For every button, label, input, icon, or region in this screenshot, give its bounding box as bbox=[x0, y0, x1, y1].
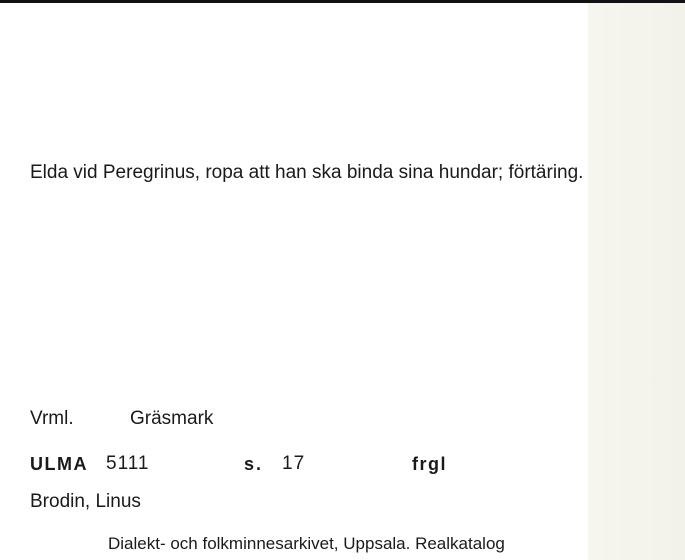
page-number: 17 bbox=[282, 453, 306, 474]
scan-margin-strip bbox=[588, 0, 685, 560]
record-number: 5111 bbox=[106, 453, 150, 474]
region-label: Vrml. bbox=[30, 408, 74, 429]
page-label: s. bbox=[244, 454, 264, 474]
place-name: Gräsmark bbox=[130, 408, 214, 429]
archive-code: ULMA bbox=[30, 454, 88, 474]
archive-footer: Dialekt- och folkminnesarkivet, Uppsala. Realkatalog bbox=[108, 534, 505, 553]
card-description: Elda vid Peregrinus, ropa att han ska binda sina hundar; förtäring. bbox=[30, 162, 584, 183]
record-type: frgl bbox=[412, 454, 447, 474]
collector-name: Brodin, Linus bbox=[30, 491, 141, 512]
